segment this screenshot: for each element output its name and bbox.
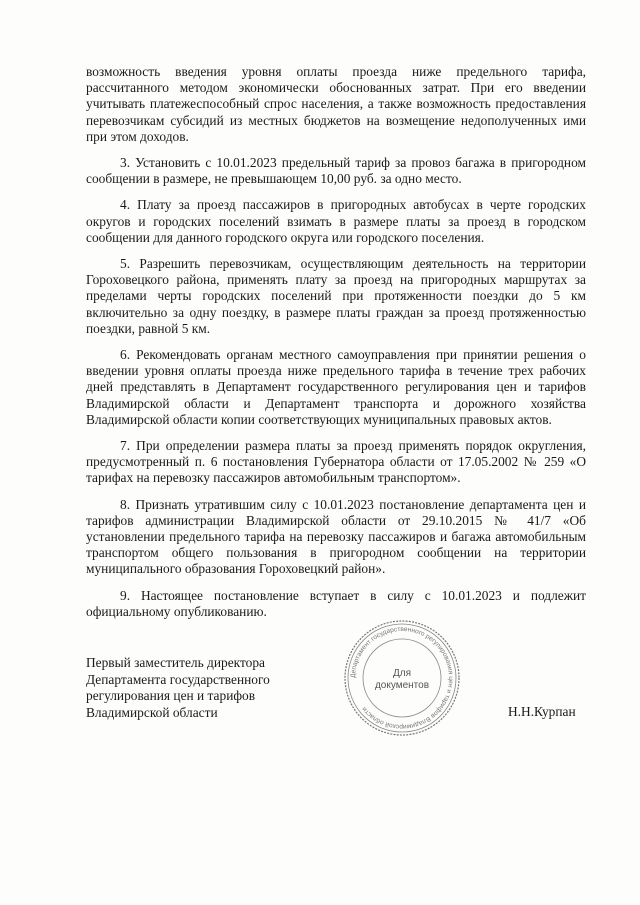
document-body: [86, 64, 586, 630]
signatory-title: [86, 655, 316, 721]
paragraph-6: 6. Рекомендовать органам местного самоуправления при принятии решения о введении уровня оплаты проезда ниже предельного тарифа в течение трех рабочих дней представлять в Департамент государственного регулирования цен и тарифов Владимирской области и Департамент транспорта и дорожного хозяйства Владимирской области копии соответствующих муниципальных правовых актов.: [86, 347, 586, 427]
paragraph-3: 3. Установить с 10.01.2023 предельный тариф за провоз багажа в пригородном сообщении в размере, не превышающем 10,00 руб. за одно место.: [86, 155, 586, 187]
signatory-name: Н.Н.Курпан: [508, 704, 576, 719]
seal-ring-text: Департамент государственного регулирования цен и тарифов Владимирской области: [349, 625, 455, 731]
seal-center-text: [342, 668, 462, 692]
signatory-title-line: регулирования цен и тарифов: [86, 688, 256, 703]
signatory-title-line: Первый заместитель директора: [86, 655, 265, 670]
paragraph-4: 4. Плату за проезд пассажиров в пригородных автобусах в черте городских округов и городских поселений взимать в размере платы за проезд в городском сообщении для данного городского округа или городского поселения.: [86, 197, 586, 245]
paragraph-9: 9. Настоящее постановление вступает в силу с 10.01.2023 и подлежит официальному опубликованию.: [86, 587, 586, 619]
paragraph-5: 5. Разрешить перевозчикам, осуществляющим деятельность на территории Гороховецкого района, применять плату за проезд на пригородных маршрутах за пределами черты городских поселений при протяженности поездки до 5 км включительно за одну поездку, в размере платы граждан за проезд протяженностью поездки, равной 5 км.: [86, 256, 586, 336]
official-seal: [342, 618, 462, 738]
seal-center-line-2: документов: [374, 680, 430, 691]
seal-center-line-1: Для: [392, 668, 412, 679]
paragraph-7: 7. При определении размера платы за проезд применять порядок округления, предусмотренный п. 6 постановления Губернатора области от 17.05.2002 № 259 «О тарифах на перевозку пассажиров автомобильным транспортом».: [86, 438, 586, 486]
signatory-title-line: Владимирской области: [86, 704, 218, 720]
paragraph-continuation: возможность введения уровня оплаты проезда ниже предельного тарифа, рассчитанного методом экономически обоснованных затрат. При его введении учитывать платежеспособный спрос населения, а также возможность предоставления перевозчикам субсидий из местных бюджетов на возмещение недополученных ими при этом доходов.: [86, 64, 586, 144]
paragraph-8: 8. Признать утратившим силу с 10.01.2023 постановление департамента цен и тарифов администрации Владимирской области от 29.10.2015 № 41/7 «Об установлении предельного тарифа на перевозку пассажиров и багажа автомобильным транспортом общего пользования в пригородном сообщении на территории муниципального образования Гороховецкий район».: [86, 496, 586, 577]
signatory-title-line: Департамента государственного: [86, 671, 270, 687]
